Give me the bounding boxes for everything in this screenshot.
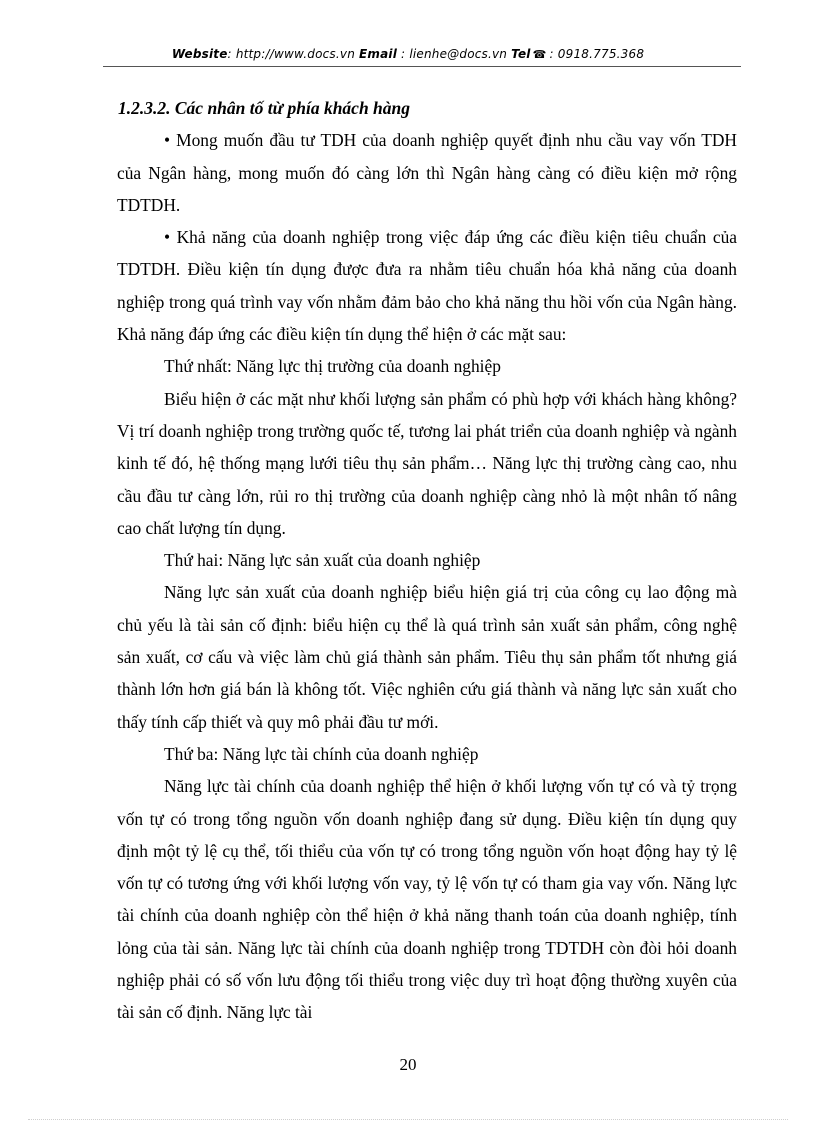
tel-number: 0918.775.368 xyxy=(557,47,645,61)
subheading-production-capacity: Thứ hai: Năng lực sản xuất của doanh nghiệp xyxy=(164,550,481,571)
subheading-financial-capacity: Thứ ba: Năng lực tài chính của doanh nghiệp xyxy=(164,743,479,764)
website-url[interactable]: http://www.docs.vn xyxy=(235,47,355,61)
footer-divider xyxy=(28,1119,788,1120)
subheading-market-capacity: Thứ nhất: Năng lực thị trường của doanh nghiệp xyxy=(164,356,501,377)
page-header xyxy=(0,47,816,61)
paragraph: Năng lực sản xuất của doanh nghiệp biểu hiện giá trị của công cụ lao động mà chủ yếu là tài sản cố định: biểu hiện cụ thể là quá trình sản xuất sản phẩm, công nghệ sản xuất, cơ cấu và việc làm chủ giá thành sản phẩm. Tiêu thụ sản phẩm tốt nhưng giá thành lớn hơn giá bán là không tốt. Việc nghiên cứu giá thành và năng lực sản xuất cho thấy tính cấp thiết và quy mô phải đầu tư mới. xyxy=(117,582,737,732)
paragraph: • Khả năng của doanh nghiệp trong việc đáp ứng các điều kiện tiêu chuẩn của TDTDH. Điều kiện tín dụng được đưa ra nhằm tiêu chuẩn hóa khả năng của doanh nghiệp trong quá trình vay vốn nhằm đảm bảo cho khả năng thu hồi vốn của Ngân hàng. Khả năng đáp ứng các điều kiện tín dụng thể hiện ở các mặt sau: xyxy=(117,227,737,345)
email-label: Email xyxy=(359,47,398,61)
paragraph: Biểu hiện ở các mặt như khối lượng sản phẩm có phù hợp với khách hàng không? Vị trí doanh nghiệp trong trường quốc tế, tương lai phát triển của doanh nghiệp và ngành kinh tế đó, hệ thống mạng lưới tiêu thụ sản phẩm… Năng lực thị trường càng cao, nhu cầu đầu tư càng lớn, rủi ro thị trường của doanh nghiệp càng nhỏ là một nhân tố nâng cao chất lượng tín dụng. xyxy=(117,388,737,538)
website-label: Website xyxy=(171,47,228,61)
email-address[interactable]: lienhe@docs.vn xyxy=(409,47,508,61)
tel-label: Tel xyxy=(511,47,531,61)
section-heading: 1.2.3.2. Các nhân tố từ phía khách hàng xyxy=(118,98,411,118)
tel-separator: : xyxy=(549,47,558,61)
email-separator: : xyxy=(397,47,410,61)
header-divider xyxy=(103,66,741,67)
paragraph: • Mong muốn đầu tư TDH của doanh nghiệp quyết định nhu cầu vay vốn TDH của Ngân hàng, mong muốn đó càng lớn thì Ngân hàng càng có điều kiện mở rộng TDTDH. xyxy=(117,130,737,215)
document-body xyxy=(117,92,737,1029)
paragraph: Năng lực tài chính của doanh nghiệp thể hiện ở khối lượng vốn tự có và tỷ trọng vốn tự có trong tổng nguồn vốn doanh nghiệp đang sử dụng. Điều kiện tín dụng quy định một tỷ lệ cụ thể, tối thiểu của vốn tự có trong tổng nguồn vốn hoạt động hay tỷ lệ vốn tự có tương ứng với khối lượng vốn vay, tỷ lệ vốn tự có tham gia vay vốn. Năng lực tài chính của doanh nghiệp còn thể hiện ở khả năng thanh toán của doanh nghiệp, tính lỏng của tài sản. Năng lực tài chính của doanh nghiệp trong TDTDH còn đòi hỏi doanh nghiệp phải có số vốn lưu động tối thiểu trong việc duy trì hoạt động thường xuyên của tài sản cố định. Năng lực tài xyxy=(117,776,737,1023)
phone-icon: ☎ xyxy=(532,48,547,61)
page-number: 20 xyxy=(399,1055,417,1074)
website-separator: : xyxy=(227,47,236,61)
